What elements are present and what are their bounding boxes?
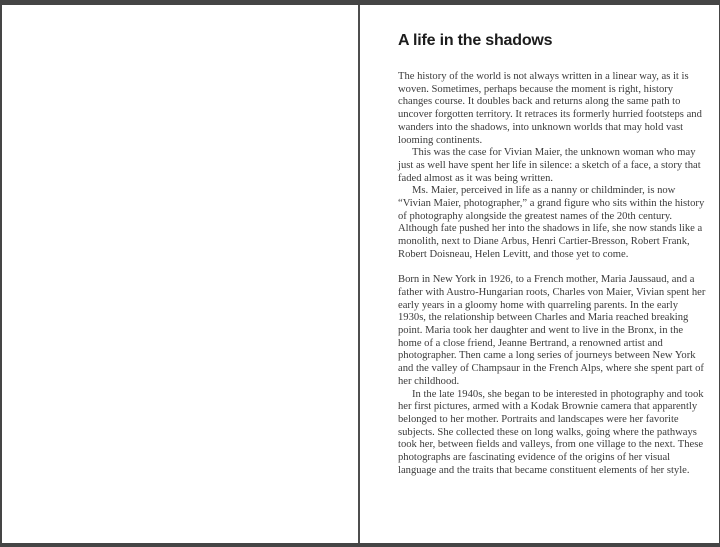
right-page	[360, 5, 719, 543]
paragraph-5: In the late 1940s, she began to be interested in photography and took her first pictures, armed with a Kodak Brownie camera that apparently belonged to her mother. Portraits and landscapes were her favorite subjects. She collected these on long walks, going where the pathways took her, between fields and valleys, from one village to the next. These photographs are fascinating evidence of the origins of her visual language and the traits that became constituent elements of her style.	[398, 388, 704, 476]
paragraph-4: Born in New York in 1926, to a French mother, Maria Jaussaud, and a father with Austro-Hungarian roots, Charles von Maier, Vivian spent her early years in a gloomy home with quarreling parents. In the early 1930s, the relationship between Charles and Maria reached breaking point. Maria took her daughter and went to live in the Bronx, in the home of a close friend, Jeanne Bertrand, a renowned artist and photographer. Then came a long series of journeys between New York and the valley of Champsaur in the French Alps, where she spent part of her childhood.	[398, 274, 706, 387]
book-spread	[2, 5, 719, 543]
body-text-block	[398, 71, 706, 477]
paragraph-1: The history of the world is not always written in a linear way, as it is woven. Sometimes, perhaps because the moment is right, history changes course. It doubles back and returns along the same path to uncover forgotten territory. It retraces its formerly hurried footsteps and wanders into the shadows, into unknown worlds that may hold vast looming continents.	[398, 71, 702, 146]
paragraph-2: This was the case for Vivian Maier, the unknown woman who may just as well have spent her life in silence: a sketch of a face, a story that faded almost as it was being written.	[398, 147, 701, 184]
chapter-title: A life in the shadows	[398, 32, 553, 49]
paragraph-3: Ms. Maier, perceived in life as a nanny or childminder, is now “Vivian Maier, photographer,” a grand figure who sits within the history of photography alongside the greatest names of the 20th century. Although fate pushed her into the shadows in life, she now stands like a monolith, next to Diane Arbus, Henri Cartier-Bresson, Robert Frank, Robert Doisneau, Helen Levitt, and those yet to come.	[398, 185, 705, 260]
left-page-blank	[2, 5, 358, 543]
